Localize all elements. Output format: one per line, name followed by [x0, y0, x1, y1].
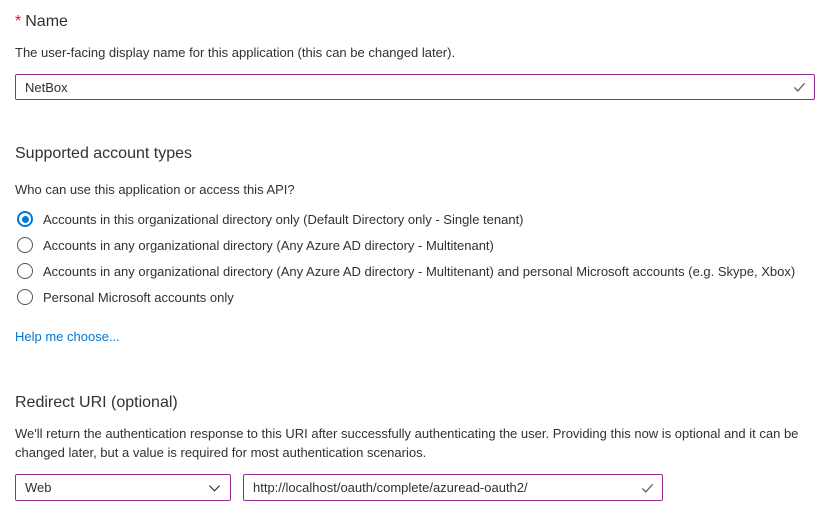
uri-field-wrap	[243, 474, 663, 501]
name-input[interactable]	[15, 74, 815, 100]
redirect-uri-description: We'll return the authentication response to this URI after successfully authenticating the user. Providing this now is optional and it can be changed later, but a value is required for most authentication scenarios.	[15, 426, 799, 460]
radio-multitenant[interactable]	[15, 232, 814, 258]
account-types-radio-group	[15, 206, 814, 310]
name-section-title: Name	[25, 13, 68, 30]
redirect-uri-heading: Redirect URI (optional)	[15, 394, 178, 411]
name-field-wrap	[15, 74, 815, 100]
radio-selected-icon[interactable]	[17, 211, 33, 227]
radio-unselected-icon[interactable]	[17, 263, 33, 279]
radio-single-tenant[interactable]	[15, 206, 814, 232]
radio-label: Accounts in this organizational directory only (Default Directory only - Single tenant)	[43, 211, 524, 227]
chevron-down-icon	[207, 480, 222, 495]
platform-select-value: Web	[25, 480, 52, 495]
account-types-heading: Supported account types	[15, 145, 193, 162]
radio-unselected-icon[interactable]	[17, 289, 33, 305]
help-me-choose-link[interactable]: Help me choose...	[15, 329, 120, 344]
radio-personal-only[interactable]	[15, 284, 814, 310]
redirect-uri-input[interactable]	[243, 474, 663, 501]
platform-select[interactable]	[15, 474, 231, 501]
radio-label: Accounts in any organizational directory (Any Azure AD directory - Multitenant) and personal Microsoft accounts (e.g. Skype, Xbox)	[43, 263, 796, 279]
name-section-heading	[15, 11, 814, 32]
radio-label: Personal Microsoft accounts only	[43, 289, 234, 305]
radio-multitenant-personal[interactable]	[15, 258, 814, 284]
name-description: The user-facing display name for this application (this can be changed later).	[15, 45, 456, 60]
redirect-uri-controls	[15, 474, 814, 501]
radio-label: Accounts in any organizational directory (Any Azure AD directory - Multitenant)	[43, 237, 494, 253]
required-marker: *	[15, 13, 22, 30]
radio-unselected-icon[interactable]	[17, 237, 33, 253]
account-types-question: Who can use this application or access this API?	[15, 182, 295, 197]
app-registration-form	[0, 11, 829, 501]
